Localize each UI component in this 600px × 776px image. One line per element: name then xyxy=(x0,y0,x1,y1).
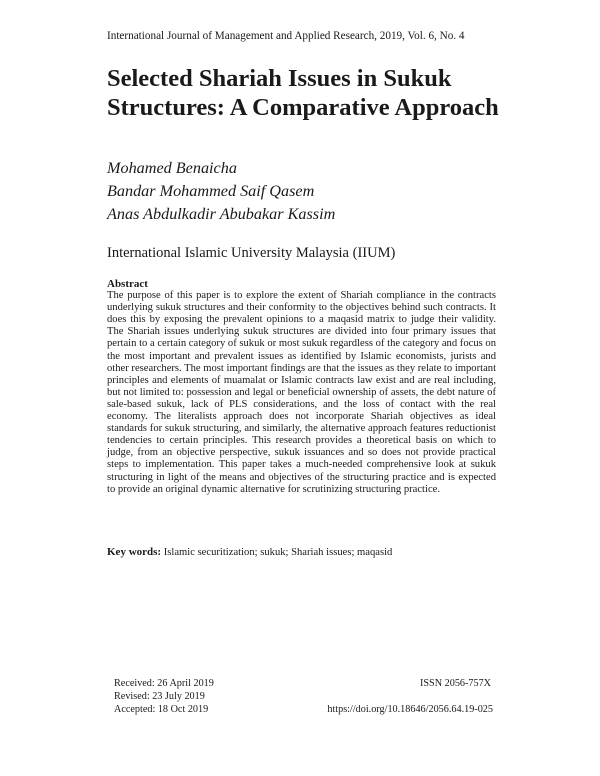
issn: ISSN 2056-757X xyxy=(420,678,492,689)
author-name: Bandar Mohammed Saif Qasem xyxy=(107,182,315,200)
author-name: Mohamed Benaicha xyxy=(107,159,237,177)
abstract-section xyxy=(107,278,496,496)
journal-header: International Journal of Management and Applied Research, 2019, Vol. 6, No. 4 xyxy=(107,30,465,42)
received-date: Received: 26 April 2019 xyxy=(114,678,214,689)
affiliation: International Islamic University Malaysia (IIUM) xyxy=(107,245,396,261)
keywords-text: Islamic securitization; sukuk; Shariah issues; maqasid xyxy=(163,547,393,558)
abstract-body: The purpose of this paper is to explore the extent of Shariah compliance in the contracts underlying sukuk structures and their conformity to the objectives behind such contracts. It does this by exposing the prevalent opinions to a maqasid matrix to judge their validity. The Shariah issues underlying sukuk structures are divided into four primary issues that pertain to a certain category of sukuk or most sukuk regardless of the category and focus on the most important and prevalent issues as identified by Islamic economists, jurists and other researchers. The most important findings are that the issues as they relate to important principles and elements of muamalat or Islamic contracts law exist and are real including, but not limited to: possession and legal or beneficial ownership of assets, the debt nature of sale-based sukuk, lack of PLS considerations, and the loss of contact with the real economy. The literalists approach does not incorporate Shariah objectives as ideal standards for sukuk structuring, and similarly, the alternative approach features reductionist tendencies to certain principles. This research provides a theoretical basis on which to judge, from an objective perspective, sukuk issuances and so does not provide practical steps to implementation. This paper takes a much-needed comprehensive look at sukuk structuring in light of the means and objectives of the structuring practice and is expected to provide an original dynamic alternative for scrutinizing structuring practice. xyxy=(107,290,497,495)
keywords-label: Key words: xyxy=(107,546,162,558)
author-list xyxy=(107,157,335,226)
revised-date: Revised: 23 July 2019 xyxy=(114,690,205,702)
accepted-date: Accepted: 18 Oct 2019 xyxy=(114,703,209,715)
doi-link[interactable]: https://doi.org/10.18646/2056.64.19-025 xyxy=(327,704,493,715)
abstract-heading: Abstract xyxy=(107,278,148,290)
paper-title: Selected Shariah Issues in Sukuk Structures: A Comparative Approach xyxy=(107,65,499,121)
keywords xyxy=(107,546,496,558)
author-name: Anas Abdulkadir Abubakar Kassim xyxy=(107,205,336,223)
submission-dates xyxy=(114,678,214,716)
